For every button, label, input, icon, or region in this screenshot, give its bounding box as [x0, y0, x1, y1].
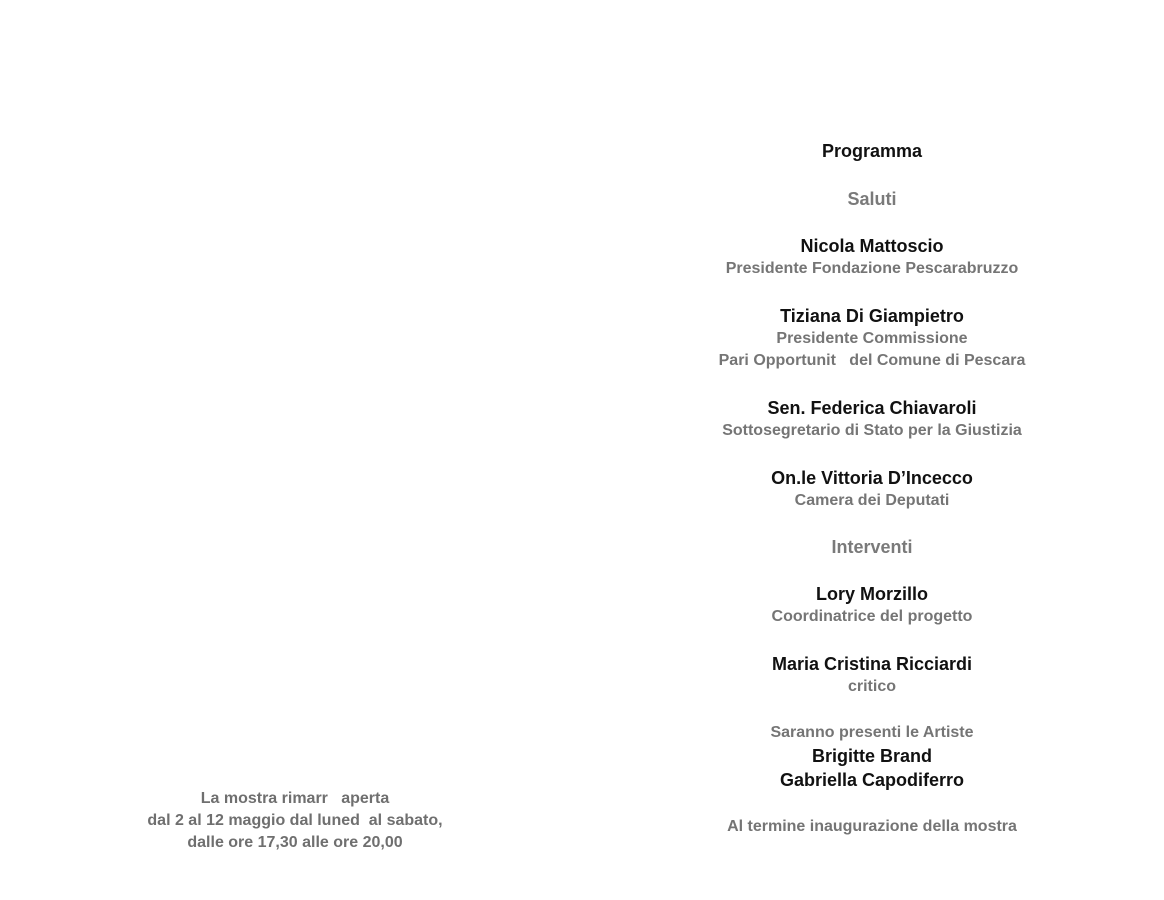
intervention-role: Coordinatrice del progetto [771, 608, 973, 625]
speaker-block [672, 396, 1072, 442]
speaker-block [672, 466, 1072, 512]
intervention-name: Lory Morzillo [816, 584, 928, 604]
speaker-name: On.le Vittoria D’Incecco [771, 468, 973, 488]
artist-name: Gabriella Capodiferro [779, 770, 965, 790]
greetings-heading: Saluti [847, 189, 897, 209]
notice-line-2: dal 2 al 12 maggio dal luned al sabato, [147, 812, 443, 829]
artists-intro: Saranno presenti le Artiste [770, 724, 974, 741]
artists-block [672, 722, 1072, 792]
program-title: Programma [821, 141, 923, 161]
speaker-name: Nicola Mattoscio [800, 236, 944, 256]
speaker-block [672, 304, 1072, 372]
speaker-role: Presidente Fondazione Pescarabruzzo [725, 260, 1019, 277]
speaker-name: Sen. Federica Chiavaroli [767, 398, 977, 418]
intervention-role: critico [847, 678, 896, 695]
artist-name: Brigitte Brand [811, 746, 932, 766]
intervention-block [672, 582, 1072, 628]
program-column [672, 138, 1072, 838]
speaker-block [672, 234, 1072, 280]
speaker-name: Tiziana Di Giampietro [780, 306, 964, 326]
intervention-name: Maria Cristina Ricciardi [771, 654, 973, 674]
interventions-heading: Interventi [831, 537, 913, 557]
notice-line-1: La mostra rimarr aperta [200, 790, 390, 807]
speaker-role-continued: Pari Opportunit del Comune di Pescara [718, 352, 1026, 369]
speaker-role: Camera dei Deputati [794, 492, 950, 509]
intervention-block [672, 652, 1072, 698]
notice-line-3: dalle ore 17,30 alle ore 20,00 [187, 834, 403, 851]
closing-note: Al termine inaugurazione della mostra [727, 818, 1017, 835]
speaker-role: Presidente Commissione [776, 330, 968, 347]
speaker-role: Sottosegretario di Stato per la Giustizia [722, 422, 1022, 439]
exhibition-hours-notice [100, 788, 490, 854]
